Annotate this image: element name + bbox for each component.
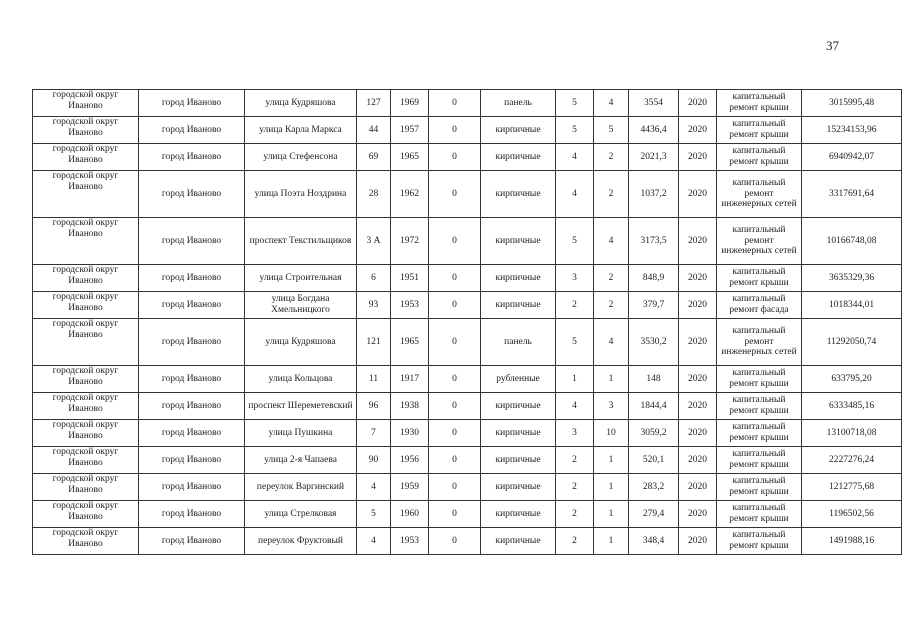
cell-municipality: городской округ Иваново [33,292,139,319]
cell-build-year: 1960 [391,501,429,528]
cell-build-year: 1962 [391,171,429,218]
cell-work-type: капитальный ремонт крыши [717,447,802,474]
cell-repair-year: 2020 [679,393,717,420]
cell-house-number: 127 [357,90,391,117]
cell-wall-material: рубленные [481,366,556,393]
cell-decommission-year: 0 [429,366,481,393]
cell-work-type: капитальный ремонт крыши [717,90,802,117]
cell-wall-material: кирпичные [481,501,556,528]
cell-floors: 5 [556,218,594,265]
table-row [33,292,902,319]
cell-house-number: 5 [357,501,391,528]
table-row [33,420,902,447]
cell-area: 283,2 [629,474,679,501]
cell-floors: 4 [556,393,594,420]
cell-municipality: городской округ Иваново [33,218,139,265]
cell-street: улица Стрелковая [245,501,357,528]
table-row [33,90,902,117]
cell-house-number: 96 [357,393,391,420]
cell-street: улица Кольцова [245,366,357,393]
cell-street: улица Поэта Ноздрина [245,171,357,218]
cell-area: 348,4 [629,528,679,555]
cell-street: переулок Фруктовый [245,528,357,555]
cell-cost: 3015995,48 [802,90,902,117]
cell-floors: 5 [556,90,594,117]
cell-municipality: городской округ Иваново [33,447,139,474]
cell-build-year: 1938 [391,393,429,420]
cell-house-number: 4 [357,528,391,555]
cell-decommission-year: 0 [429,474,481,501]
cell-work-type: капитальный ремонт крыши [717,366,802,393]
cell-locality: город Иваново [139,90,245,117]
cell-work-type: капитальный ремонт крыши [717,474,802,501]
cell-wall-material: кирпичные [481,528,556,555]
cell-build-year: 1917 [391,366,429,393]
cell-cost: 1018344,01 [802,292,902,319]
cell-street: улица Пушкина [245,420,357,447]
cell-locality: город Иваново [139,171,245,218]
cell-repair-year: 2020 [679,292,717,319]
cell-repair-year: 2020 [679,144,717,171]
cell-wall-material: панель [481,90,556,117]
cell-work-type: капитальный ремонт крыши [717,393,802,420]
table-row [33,528,902,555]
cell-cost: 6940942,07 [802,144,902,171]
cell-house-number: 90 [357,447,391,474]
cell-repair-year: 2020 [679,366,717,393]
cell-street: улица Богдана Хмельницкого [245,292,357,319]
cell-wall-material: кирпичные [481,171,556,218]
cell-entrances: 1 [594,366,629,393]
cell-decommission-year: 0 [429,393,481,420]
cell-area: 279,4 [629,501,679,528]
cell-build-year: 1930 [391,420,429,447]
cell-locality: город Иваново [139,218,245,265]
cell-floors: 4 [556,144,594,171]
cell-house-number: 3 А [357,218,391,265]
cell-cost: 15234153,96 [802,117,902,144]
cell-municipality: городской округ Иваново [33,420,139,447]
cell-work-type: капитальный ремонт инженерных сетей [717,171,802,218]
cell-work-type: капитальный ремонт крыши [717,144,802,171]
cell-floors: 2 [556,447,594,474]
cell-work-type: капитальный ремонт крыши [717,528,802,555]
cell-decommission-year: 0 [429,144,481,171]
cell-street: переулок Варгинский [245,474,357,501]
cell-entrances: 4 [594,218,629,265]
page-number: 37 [826,38,839,53]
cell-repair-year: 2020 [679,90,717,117]
cell-repair-year: 2020 [679,218,717,265]
cell-entrances: 2 [594,292,629,319]
cell-area: 1844,4 [629,393,679,420]
cell-house-number: 44 [357,117,391,144]
cell-decommission-year: 0 [429,501,481,528]
cell-repair-year: 2020 [679,171,717,218]
table-row [33,501,902,528]
cell-area: 3173,5 [629,218,679,265]
cell-area: 379,7 [629,292,679,319]
table-row [33,117,902,144]
cell-cost: 1196502,56 [802,501,902,528]
cell-work-type: капитальный ремонт инженерных сетей [717,218,802,265]
cell-decommission-year: 0 [429,420,481,447]
cell-street: улица Кудряшова [245,319,357,366]
cell-area: 520,1 [629,447,679,474]
cell-entrances: 4 [594,319,629,366]
cell-street: проспект Текстильщиков [245,218,357,265]
cell-floors: 5 [556,117,594,144]
cell-cost: 6333485,16 [802,393,902,420]
cell-locality: город Иваново [139,447,245,474]
table-row [33,447,902,474]
cell-floors: 2 [556,474,594,501]
cell-area: 148 [629,366,679,393]
cell-cost: 2227276,24 [802,447,902,474]
cell-municipality: городской округ Иваново [33,171,139,218]
cell-work-type: капитальный ремонт фасада [717,292,802,319]
cell-repair-year: 2020 [679,501,717,528]
cell-locality: город Иваново [139,528,245,555]
cell-decommission-year: 0 [429,90,481,117]
cell-street: улица Стефенсона [245,144,357,171]
housing-repair-table [32,89,902,555]
cell-entrances: 5 [594,117,629,144]
cell-repair-year: 2020 [679,528,717,555]
cell-floors: 3 [556,265,594,292]
cell-municipality: городской округ Иваново [33,90,139,117]
cell-floors: 2 [556,501,594,528]
cell-decommission-year: 0 [429,292,481,319]
cell-area: 4436,4 [629,117,679,144]
cell-locality: город Иваново [139,117,245,144]
cell-entrances: 4 [594,90,629,117]
cell-municipality: городской округ Иваново [33,501,139,528]
cell-wall-material: кирпичные [481,420,556,447]
cell-wall-material: кирпичные [481,447,556,474]
table-row [33,474,902,501]
cell-wall-material: кирпичные [481,474,556,501]
cell-cost: 1491988,16 [802,528,902,555]
cell-municipality: городской округ Иваново [33,265,139,292]
cell-work-type: капитальный ремонт крыши [717,117,802,144]
cell-build-year: 1959 [391,474,429,501]
cell-entrances: 1 [594,474,629,501]
cell-decommission-year: 0 [429,265,481,292]
cell-build-year: 1951 [391,265,429,292]
cell-municipality: городской округ Иваново [33,528,139,555]
table-row [33,366,902,393]
cell-house-number: 121 [357,319,391,366]
cell-street: улица Строительная [245,265,357,292]
cell-build-year: 1972 [391,218,429,265]
cell-build-year: 1965 [391,144,429,171]
cell-repair-year: 2020 [679,319,717,366]
cell-area: 3530,2 [629,319,679,366]
cell-locality: город Иваново [139,393,245,420]
cell-municipality: городской округ Иваново [33,393,139,420]
cell-floors: 3 [556,420,594,447]
cell-locality: город Иваново [139,501,245,528]
cell-build-year: 1953 [391,292,429,319]
cell-street: улица Карла Маркса [245,117,357,144]
cell-house-number: 69 [357,144,391,171]
cell-cost: 13100718,08 [802,420,902,447]
cell-locality: город Иваново [139,292,245,319]
cell-build-year: 1965 [391,319,429,366]
cell-street: улица Кудряшова [245,90,357,117]
cell-repair-year: 2020 [679,117,717,144]
cell-work-type: капитальный ремонт крыши [717,420,802,447]
cell-work-type: капитальный ремонт крыши [717,501,802,528]
cell-area: 1037,2 [629,171,679,218]
cell-cost: 1212775,68 [802,474,902,501]
cell-repair-year: 2020 [679,265,717,292]
cell-cost: 11292050,74 [802,319,902,366]
cell-area: 3554 [629,90,679,117]
cell-house-number: 28 [357,171,391,218]
table-row [33,319,902,366]
cell-locality: город Иваново [139,144,245,171]
cell-decommission-year: 0 [429,319,481,366]
cell-repair-year: 2020 [679,474,717,501]
cell-decommission-year: 0 [429,447,481,474]
cell-municipality: городской округ Иваново [33,117,139,144]
cell-house-number: 11 [357,366,391,393]
cell-build-year: 1956 [391,447,429,474]
cell-street: улица 2-я Чапаева [245,447,357,474]
cell-entrances: 1 [594,501,629,528]
cell-work-type: капитальный ремонт инженерных сетей [717,319,802,366]
cell-locality: город Иваново [139,319,245,366]
cell-area: 3059,2 [629,420,679,447]
table-row [33,218,902,265]
cell-area: 2021,3 [629,144,679,171]
cell-municipality: городской округ Иваново [33,319,139,366]
cell-locality: город Иваново [139,366,245,393]
cell-build-year: 1953 [391,528,429,555]
cell-entrances: 10 [594,420,629,447]
cell-locality: город Иваново [139,474,245,501]
cell-house-number: 4 [357,474,391,501]
cell-cost: 10166748,08 [802,218,902,265]
cell-cost: 3635329,36 [802,265,902,292]
cell-work-type: капитальный ремонт крыши [717,265,802,292]
cell-locality: город Иваново [139,420,245,447]
cell-house-number: 6 [357,265,391,292]
cell-municipality: городской округ Иваново [33,144,139,171]
cell-wall-material: кирпичные [481,117,556,144]
table-row [33,265,902,292]
cell-street: проспект Шереметевский [245,393,357,420]
cell-floors: 1 [556,366,594,393]
cell-decommission-year: 0 [429,218,481,265]
cell-wall-material: кирпичные [481,218,556,265]
cell-wall-material: кирпичные [481,292,556,319]
cell-decommission-year: 0 [429,117,481,144]
cell-locality: город Иваново [139,265,245,292]
cell-house-number: 93 [357,292,391,319]
cell-floors: 2 [556,528,594,555]
cell-entrances: 2 [594,265,629,292]
cell-entrances: 1 [594,528,629,555]
cell-repair-year: 2020 [679,420,717,447]
cell-wall-material: панель [481,319,556,366]
cell-entrances: 2 [594,171,629,218]
table-row [33,393,902,420]
cell-build-year: 1957 [391,117,429,144]
cell-floors: 5 [556,319,594,366]
cell-entrances: 2 [594,144,629,171]
cell-entrances: 1 [594,447,629,474]
cell-decommission-year: 0 [429,528,481,555]
table-row [33,171,902,218]
cell-build-year: 1969 [391,90,429,117]
cell-decommission-year: 0 [429,171,481,218]
cell-wall-material: кирпичные [481,144,556,171]
cell-cost: 633795,20 [802,366,902,393]
cell-municipality: городской округ Иваново [33,366,139,393]
cell-floors: 2 [556,292,594,319]
cell-municipality: городской округ Иваново [33,474,139,501]
cell-entrances: 3 [594,393,629,420]
cell-wall-material: кирпичные [481,265,556,292]
cell-house-number: 7 [357,420,391,447]
cell-floors: 4 [556,171,594,218]
cell-repair-year: 2020 [679,447,717,474]
cell-wall-material: кирпичные [481,393,556,420]
cell-area: 848,9 [629,265,679,292]
cell-cost: 3317691,64 [802,171,902,218]
table-row [33,144,902,171]
